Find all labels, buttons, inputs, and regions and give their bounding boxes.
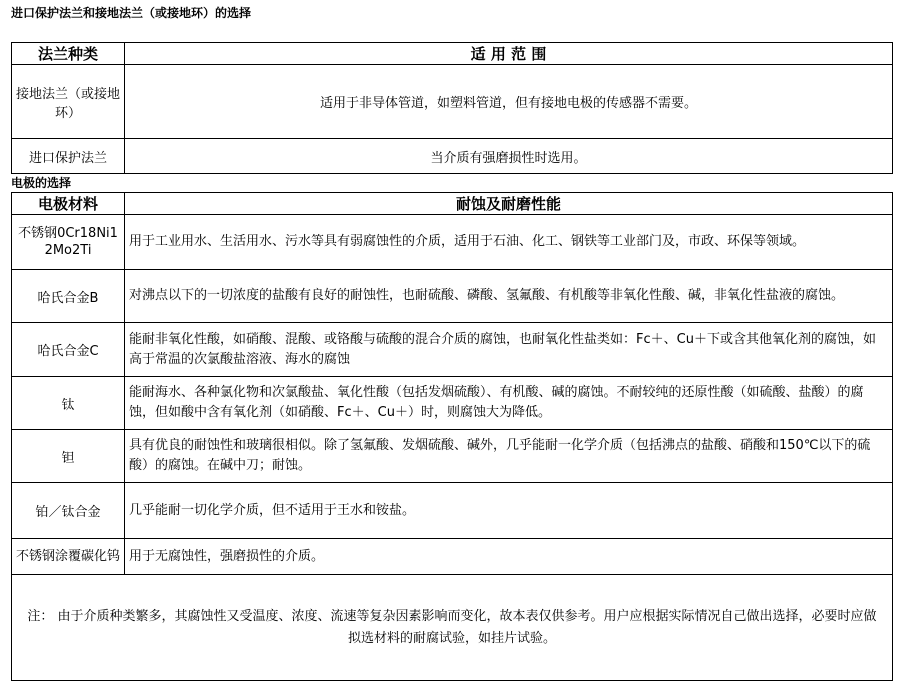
table-row [12, 270, 893, 323]
electrode-performance-header: 耐蚀及耐磨性能 [125, 193, 893, 215]
section2-title: 电极的选择 [11, 176, 72, 190]
flange-header-row [12, 43, 893, 65]
table-row [12, 65, 893, 139]
flange-scope-cell: 当介质有强磨损性时选用。 [125, 139, 893, 174]
table-row [12, 139, 893, 174]
electrode-performance-cell: 能耐非氧化性酸，如硝酸、混酸、或铬酸与硫酸的混合介质的腐蚀，也耐氧化性盐类如：Fc＋、Cu＋下或含其他氧化剂的腐蚀，如高于常温的次氯酸盐溶液、海水的腐蚀 [125, 323, 893, 377]
electrode-material-cell: 哈氏合金C [12, 323, 125, 377]
electrode-material-cell: 铂／钛合金 [12, 483, 125, 539]
electrode-material-cell: 不锈钢0Cr18Ni12Mo2Ti [12, 215, 125, 270]
flange-type-header: 法兰种类 [12, 43, 125, 65]
electrode-performance-cell: 几乎能耐一切化学介质，但不适用于王水和铵盐。 [125, 483, 893, 539]
flange-scope-header: 适 用 范 围 [125, 43, 893, 65]
electrode-table [11, 192, 893, 681]
table-row [12, 215, 893, 270]
flange-type-cell: 进口保护法兰 [12, 139, 125, 174]
electrode-performance-cell: 能耐海水、各种氯化物和次氯酸盐、氧化性酸（包括发烟硫酸）、有机酸、碱的腐蚀。不耐较纯的还原性酸（如硫酸、盐酸）的腐蚀，但如酸中含有氧化剂（如硝酸、Fc＋、Cu＋）时，则腐蚀大为降低。 [125, 377, 893, 430]
electrode-performance-cell: 用于无腐蚀性，强磨损性的介质。 [125, 539, 893, 575]
electrode-header-row [12, 193, 893, 215]
electrode-material-cell: 不锈钢涂覆碳化钨 [12, 539, 125, 575]
electrode-performance-cell: 用于工业用水、生活用水、污水等具有弱腐蚀性的介质，适用于石油、化工、钢铁等工业部门及，市政、环保等领域。 [125, 215, 893, 270]
electrode-performance-cell: 具有优良的耐蚀性和玻璃很相似。除了氢氟酸、发烟硫酸、碱外，几乎能耐一化学介质（包括沸点的盐酸、硝酸和150℃以下的硫酸）的腐蚀。在碱中刀；耐蚀。 [125, 430, 893, 483]
table-row [12, 377, 893, 430]
electrode-material-cell: 钛 [12, 377, 125, 430]
flange-table [11, 42, 893, 174]
flange-scope-cell: 适用于非导体管道，如塑料管道，但有接地电极的传感器不需要。 [125, 65, 893, 139]
electrode-material-header: 电极材料 [12, 193, 125, 215]
table-row [12, 539, 893, 575]
table-row [12, 430, 893, 483]
electrode-material-cell: 钽 [12, 430, 125, 483]
electrode-material-cell: 哈氏合金B [12, 270, 125, 323]
electrode-performance-cell: 对沸点以下的一切浓度的盐酸有良好的耐蚀性，也耐硫酸、磷酸、氢氟酸、有机酸等非氧化性酸、碱，非氧化性盐液的腐蚀。 [125, 270, 893, 323]
flange-type-cell: 接地法兰（或接地环） [12, 65, 125, 139]
section1-title: 进口保护法兰和接地法兰（或接地环）的选择 [11, 6, 252, 20]
table-row [12, 323, 893, 377]
note-cell: 注： 由于介质种类繁多，其腐蚀性又受温度、浓度、流速等复杂因素影响而变化，故本表仅供参考。用户应根据实际情况自己做出选择，必要时应做拟选材料的耐腐试验，如挂片试验。 [12, 575, 893, 681]
table-row [12, 483, 893, 539]
note-row [12, 575, 893, 681]
